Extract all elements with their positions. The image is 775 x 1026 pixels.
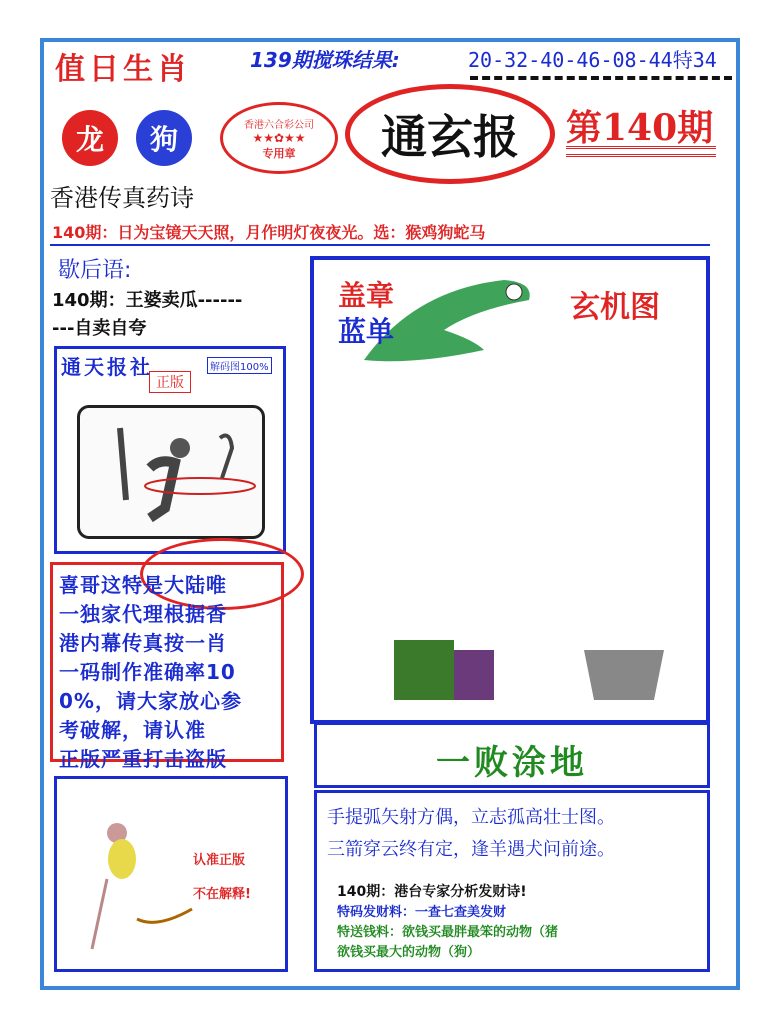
verses-box	[314, 790, 710, 972]
poem-divider	[50, 244, 710, 246]
verse-line-4: 特码发财料：一查七查美发财	[337, 905, 507, 920]
tiantian-stamp: 正版	[149, 371, 191, 393]
idiom-box	[314, 722, 710, 788]
company-seal	[220, 102, 338, 174]
bottom-left-box	[54, 776, 288, 972]
tiantian-title: 通天报社	[61, 355, 153, 379]
paper-name-badge	[345, 84, 555, 184]
verse-line-3: 140期：港台专家分析发财诗!	[337, 884, 527, 900]
notice-line: 一独家代理根据香	[59, 602, 227, 626]
swing-illustration	[77, 405, 265, 539]
mouse-illustration-icon	[87, 819, 197, 959]
riddle-title: 歇后语:	[58, 258, 132, 283]
notice-line: 考破解，请认准	[59, 718, 206, 742]
zodiac-label: 值日生肖	[55, 52, 191, 87]
poem-line: 140期：日为宝镜天天照，月作明灯夜夜光。选：猴鸡狗蛇马	[52, 223, 486, 242]
mystery-label-2: 蓝单	[338, 315, 395, 348]
notice-line: 喜哥这特是大陆唯	[59, 573, 227, 597]
paper-name: 通玄报	[381, 110, 519, 164]
mystery-title: 玄机图	[570, 290, 660, 325]
result-label: 139期搅珠结果:	[250, 48, 400, 72]
notice-line: 一码制作准确率10	[59, 660, 236, 684]
notice-box	[50, 562, 284, 771]
seal-bottom-text: 专用章	[262, 146, 296, 160]
tiantian-box	[54, 346, 286, 554]
seal-top-text: 香港六合彩公司	[244, 119, 314, 131]
mystery-label-1: 盖章	[338, 279, 395, 312]
poem-section-title: 香港传真药诗	[50, 184, 194, 212]
verse-line-5: 特送钱料：欲钱买最胖最笨的动物（猪	[337, 925, 559, 940]
issue-underline-1	[566, 146, 716, 149]
zodiac-dog: 狗	[136, 110, 192, 166]
idiom-text: 一败涂地	[436, 743, 588, 783]
mystery-picture-box	[310, 256, 710, 724]
result-numbers: 20-32-40-46-08-44特34	[468, 48, 717, 72]
notice-line: 港内幕传真按一肖	[59, 631, 227, 655]
notice-line: 0%，请大家放心参	[59, 689, 242, 713]
golfer-icon	[80, 408, 262, 536]
issue-number: 第140期	[566, 107, 714, 149]
issue-underline-2	[566, 154, 716, 157]
bottom-left-text-1: 认准正版	[193, 853, 246, 868]
verse-line-1: 手提弧矢射方偶，立志孤高壮士图。	[327, 807, 615, 828]
riddle-line-1: 140期：王婆卖瓜------	[52, 290, 243, 311]
tiantian-tag: 解码图100%	[207, 357, 272, 374]
result-divider	[470, 76, 732, 80]
bottom-left-text-2: 不在解释!	[193, 887, 251, 902]
verse-line-2: 三箭穿云终有定，逢羊遇犬问前途。	[327, 839, 615, 860]
verse-line-6: 欲钱买最大的动物（狗）	[337, 945, 481, 960]
riddle-line-2: ---自卖自夸	[52, 318, 147, 339]
scene-fragments-icon	[344, 620, 684, 710]
zodiac-dragon: 龙	[62, 110, 118, 166]
notice-line: 正版严重打击盗版	[59, 747, 227, 771]
seal-stars: ★★✿★★	[252, 130, 306, 145]
